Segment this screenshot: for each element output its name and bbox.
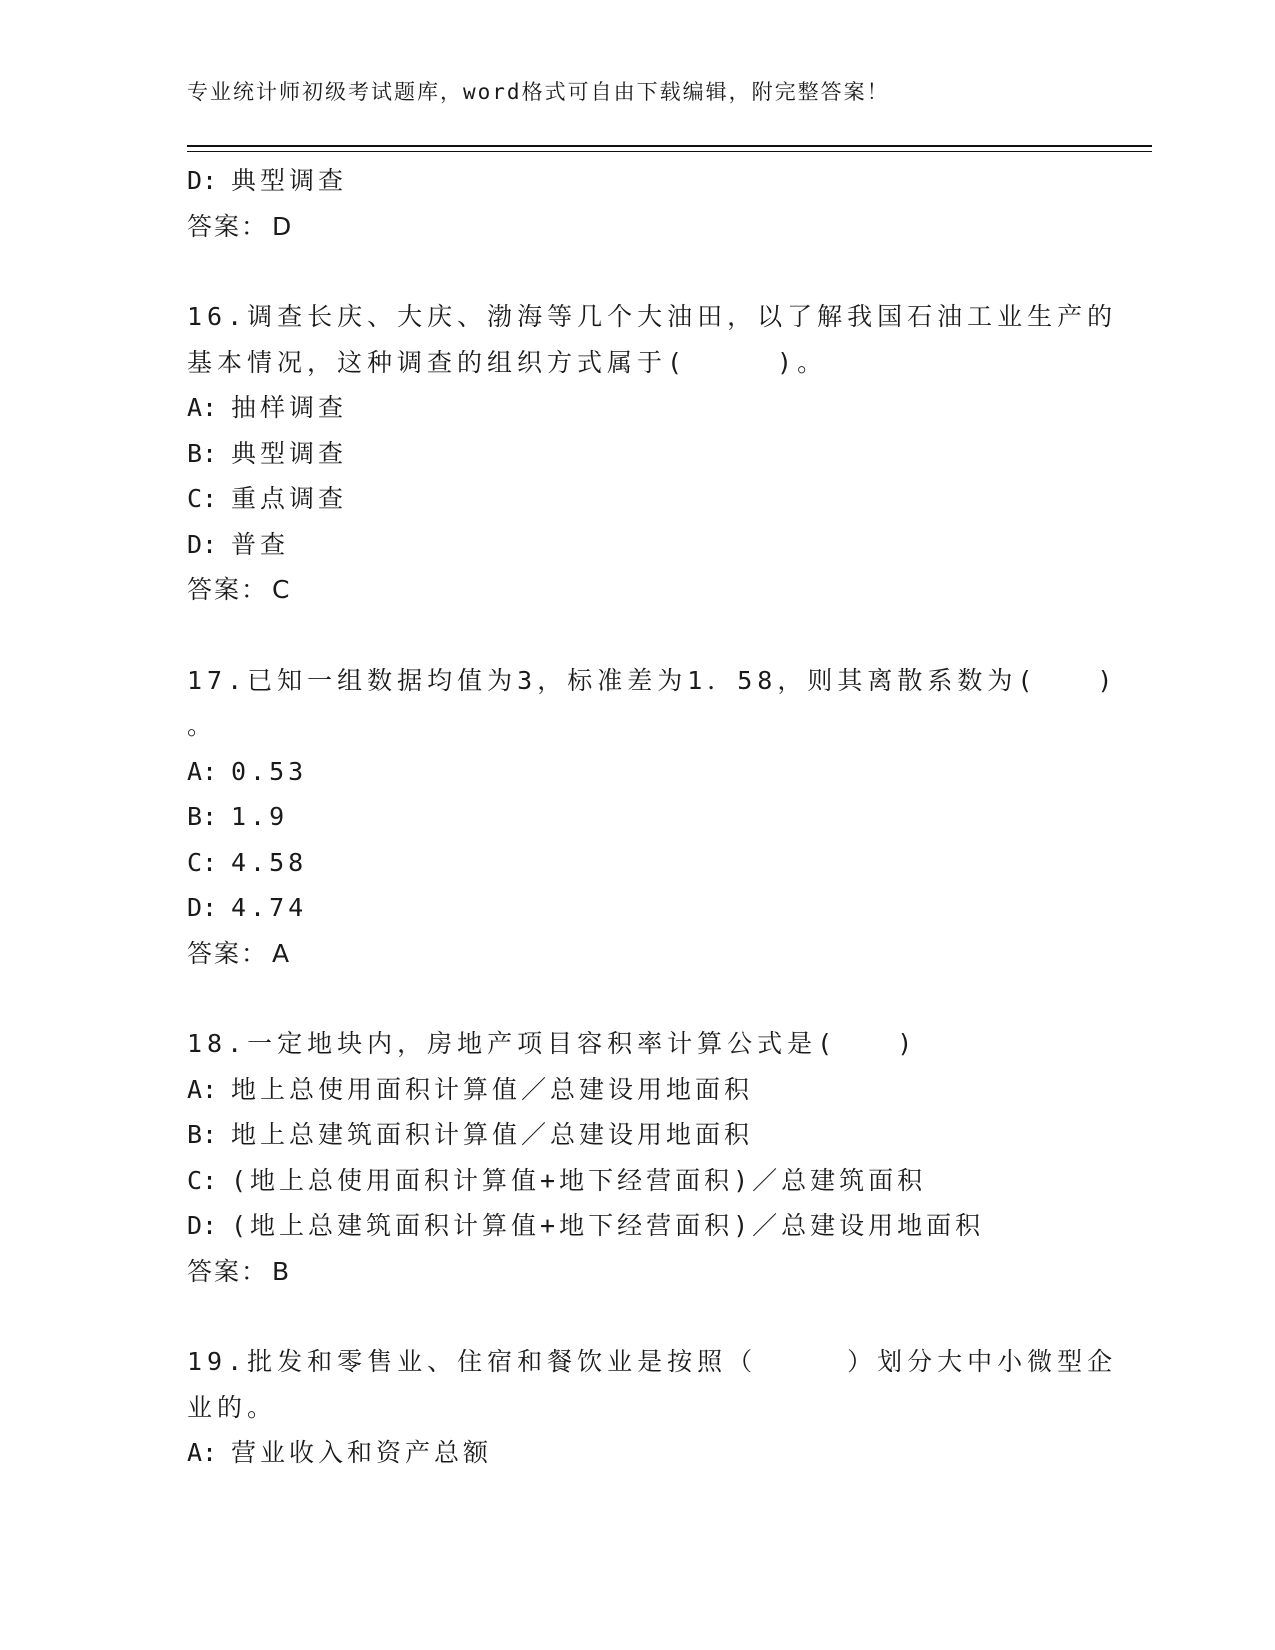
- option-text: 1.9: [231, 802, 289, 831]
- option-letter: A:: [187, 1438, 218, 1467]
- option-line: [187, 794, 1087, 840]
- option-text: 抽样调查: [231, 393, 348, 422]
- option-line: [187, 1203, 1087, 1249]
- option-letter: A:: [187, 1074, 218, 1104]
- option-letter: C:: [187, 484, 218, 513]
- option-letter: B:: [187, 1120, 218, 1149]
- option-letter: D:: [187, 893, 218, 922]
- option-letter: D:: [187, 1211, 218, 1240]
- option-text: 地上总建筑面积计算值／总建设用地面积: [231, 1120, 754, 1149]
- question-stem-line: 18.一定地块内，房地产项目容积率计算公式是( ): [187, 1029, 918, 1058]
- option-letter: A:: [187, 756, 218, 786]
- question-stem-line: 基本情况，这种调查的组织方式属于( )。: [187, 347, 828, 377]
- option-letter: A:: [187, 393, 218, 422]
- document-body: [187, 158, 1118, 1476]
- question-stem-line: 19.批发和零售业、住宿和餐饮业是按照（ ）划分大中小微型企: [187, 1347, 1118, 1376]
- option-text: 典型调查: [231, 166, 348, 195]
- answer-line: [187, 567, 1087, 613]
- answer-line: [187, 931, 1087, 977]
- option-text: 典型调查: [231, 438, 348, 468]
- question-stem-line: 17.已知一组数据均值为3，标准差为1．58，则其离散系数为( ): [187, 665, 1118, 695]
- answer-value: D: [272, 211, 294, 241]
- question-block: [187, 294, 1118, 613]
- question-stem-line: 16.调查长庆、大庆、渤海等几个大油田，以了解我国石油工业生产的: [187, 302, 1118, 331]
- option-text: (地上总建筑面积计算值+地下经营面积)／总建设用地面积: [231, 1211, 985, 1240]
- option-line: [187, 749, 1087, 795]
- question-block: [187, 658, 1118, 977]
- option-line: [187, 840, 1087, 886]
- option-line: [187, 431, 1087, 477]
- option-line: [187, 885, 1087, 931]
- question-block: [187, 1021, 1087, 1294]
- option-letter: D:: [187, 166, 218, 195]
- option-text: 重点调查: [231, 484, 348, 513]
- option-text: 营业收入和资产总额: [231, 1438, 493, 1467]
- option-line: [187, 522, 1087, 568]
- option-text: (地上总使用面积计算值+地下经营面积)／总建筑面积: [231, 1165, 927, 1195]
- answer-line: [187, 1249, 1087, 1295]
- option-line: [187, 1067, 1087, 1113]
- question-list: [187, 294, 1118, 1476]
- answer-label: 答案：: [187, 211, 269, 241]
- question-stem-line: 。: [187, 711, 218, 740]
- option-letter: C:: [187, 1165, 218, 1195]
- answer-value: A: [272, 938, 292, 968]
- option-line: [187, 476, 1087, 522]
- option-text: 地上总使用面积计算值／总建设用地面积: [231, 1074, 754, 1104]
- answer-line: [187, 204, 1087, 250]
- question-block: [187, 1339, 1118, 1476]
- option-letter: B:: [187, 438, 218, 468]
- page-header: 专业统计师初级考试题库，word格式可自由下载编辑，附完整答案！: [187, 80, 890, 104]
- option-line: [187, 1112, 1087, 1158]
- option-line: [187, 158, 1087, 204]
- option-letter: C:: [187, 847, 218, 877]
- question-stem-line: 业的。: [187, 1392, 278, 1422]
- option-line: [187, 1158, 1087, 1204]
- answer-label: 答案：: [187, 575, 269, 604]
- option-text: 0.53: [231, 756, 308, 786]
- option-line: [187, 1430, 1087, 1476]
- option-letter: B:: [187, 802, 218, 831]
- option-letter: D:: [187, 529, 218, 559]
- option-text: 普查: [231, 529, 290, 559]
- answer-label: 答案：: [187, 1256, 269, 1286]
- option-text: 4.74: [231, 893, 308, 922]
- header-divider: [187, 145, 1152, 152]
- option-text: 4.58: [231, 847, 308, 877]
- option-line: [187, 385, 1087, 431]
- answer-value: B: [272, 1256, 292, 1286]
- answer-value: C: [272, 575, 292, 604]
- answer-label: 答案：: [187, 938, 269, 968]
